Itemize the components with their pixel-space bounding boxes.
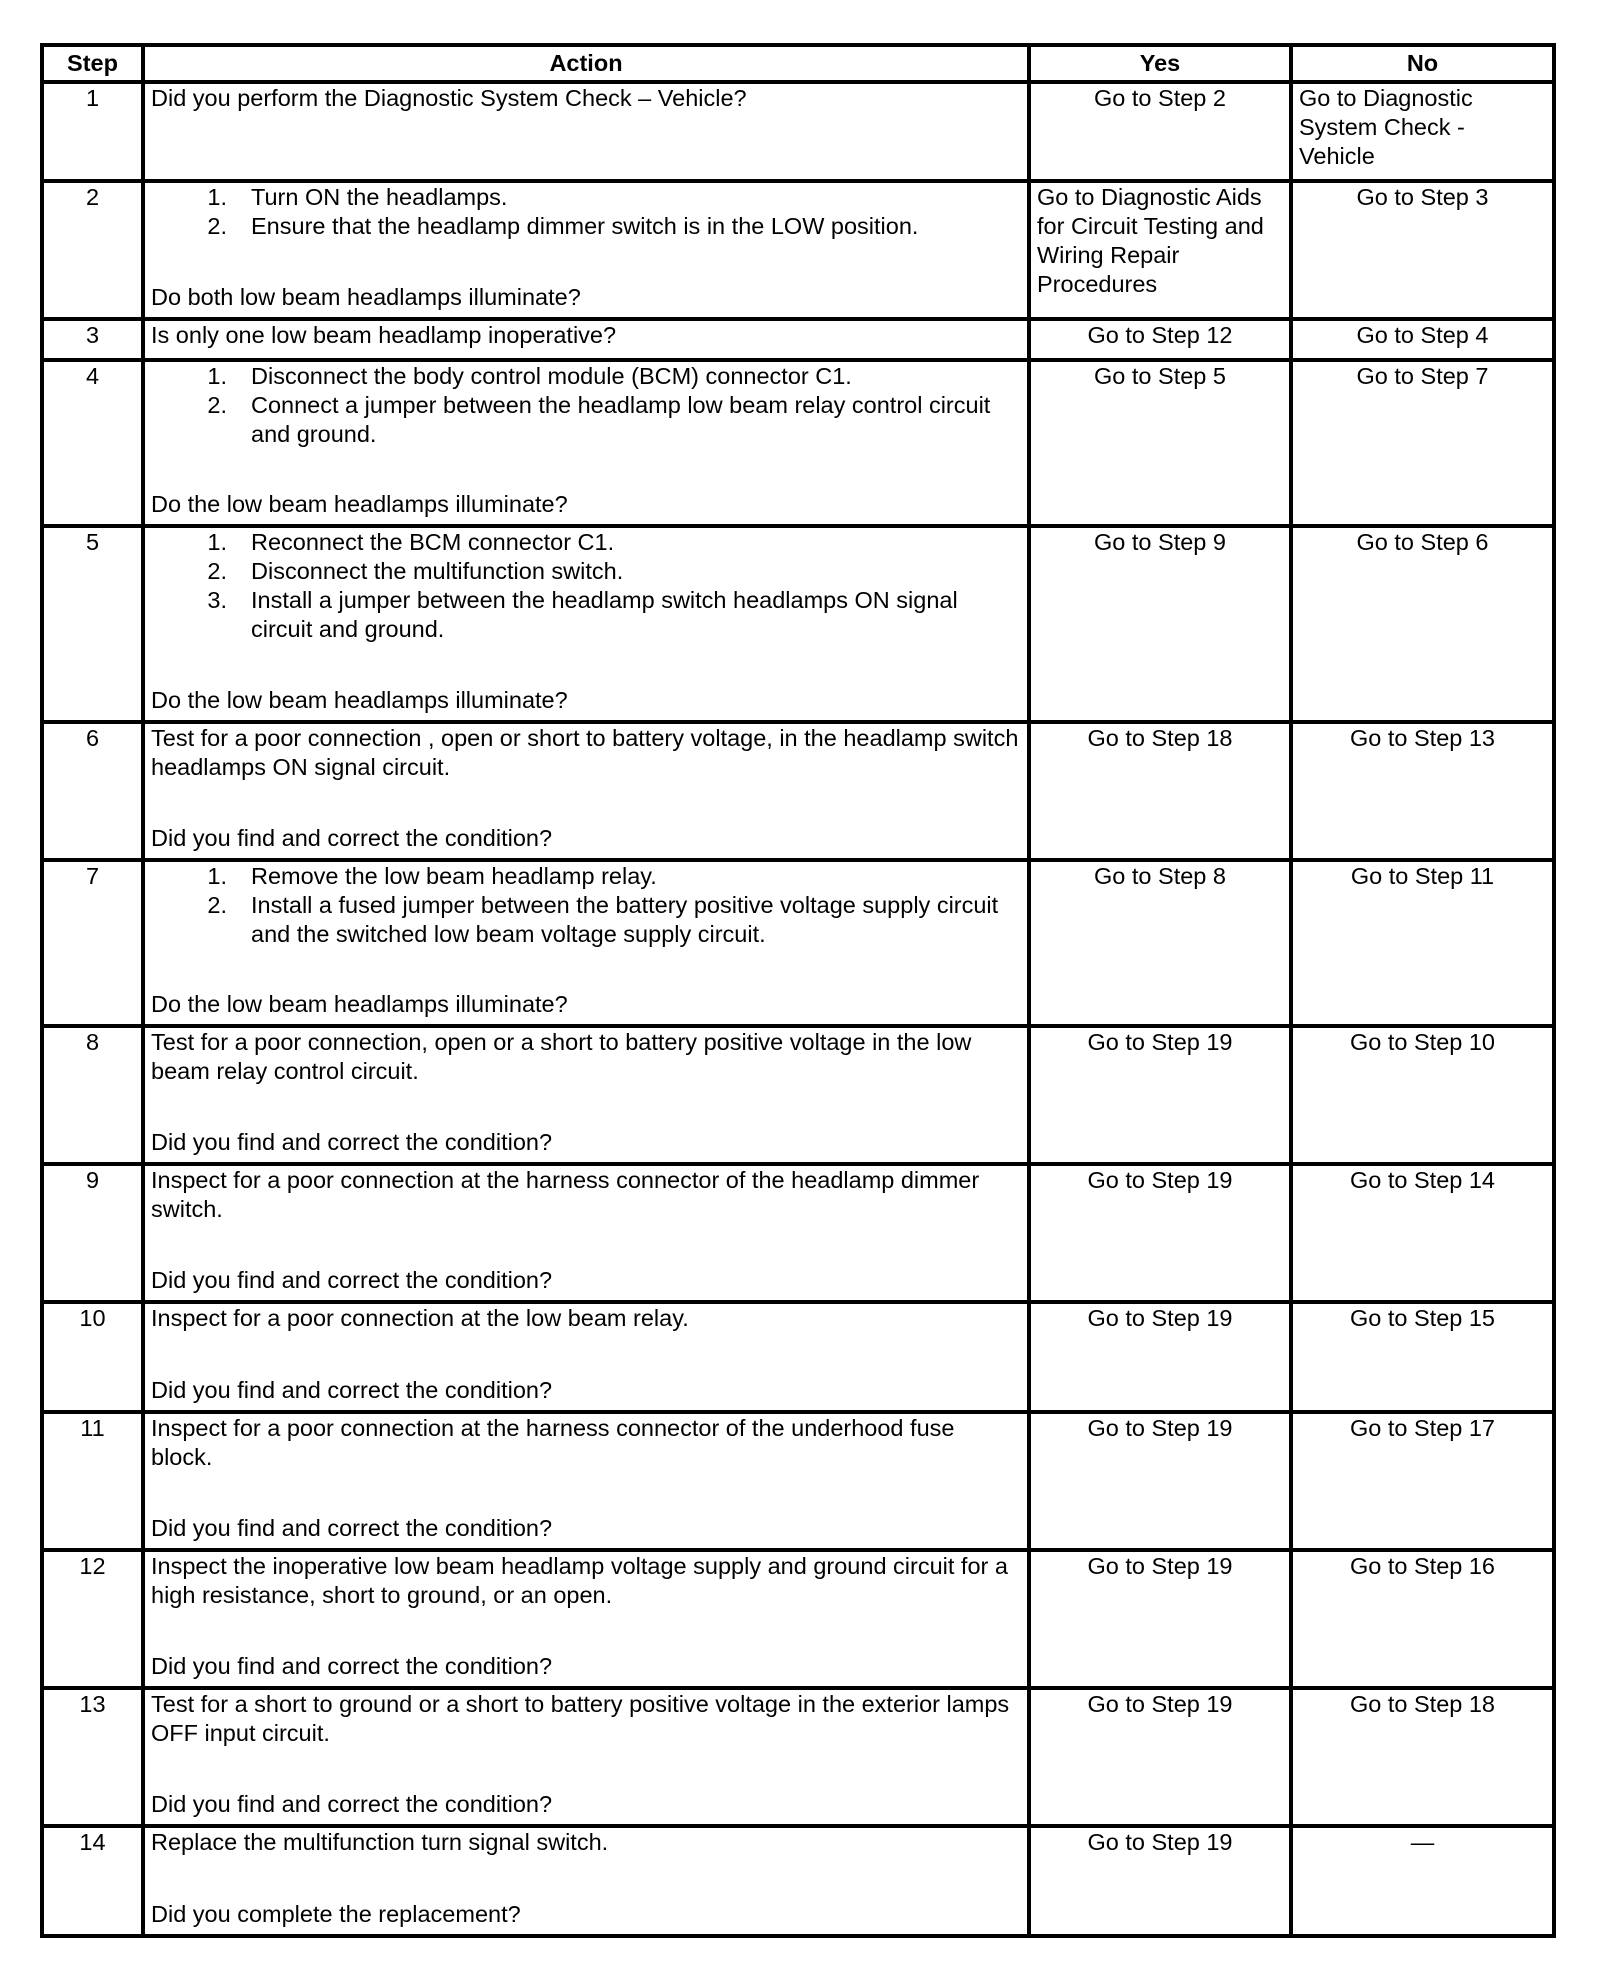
step-number: 4 [42, 360, 143, 526]
action-step-number: 1. [207, 529, 227, 555]
action-step-text: Reconnect the BCM connector C1. [251, 529, 615, 555]
header-no: No [1291, 45, 1554, 82]
yes-result: Go to Step 19 [1029, 1164, 1291, 1302]
table-row [42, 1164, 1554, 1302]
action-question: Did you complete the replacement? [151, 1901, 521, 1927]
step-number: 7 [42, 860, 143, 1026]
step-number: 1 [42, 82, 143, 181]
action-steps-list [151, 362, 1021, 449]
action-cell [143, 1302, 1029, 1412]
no-result: Go to Step 6 [1291, 526, 1554, 722]
action-step-text: Connect a jumper between the headlamp low beam relay control circuit and ground. [251, 392, 991, 447]
step-number: 12 [42, 1550, 143, 1688]
action-text: Test for a short to ground or a short to battery positive voltage in the exterior lamps OFF input circuit. [151, 1691, 1010, 1746]
yes-result: Go to Step 19 [1029, 1026, 1291, 1164]
no-result: Go to Step 16 [1291, 1550, 1554, 1688]
action-text: Is only one low beam headlamp inoperative? [151, 322, 617, 348]
action-step-number: 2. [207, 213, 227, 239]
action-question: Do both low beam headlamps illuminate? [151, 284, 581, 310]
yes-result: Go to Step 19 [1029, 1412, 1291, 1550]
action-cell [143, 1164, 1029, 1302]
step-number: 14 [42, 1826, 143, 1936]
table-row [42, 181, 1554, 319]
no-result: Go to Step 3 [1291, 181, 1554, 319]
yes-result: Go to Step 19 [1029, 1550, 1291, 1688]
header-row [42, 45, 1554, 82]
step-number: 5 [42, 526, 143, 722]
action-step-item [151, 557, 1021, 586]
yes-result: Go to Step 2 [1029, 82, 1291, 181]
table-row [42, 1302, 1554, 1412]
action-step-number: 2. [207, 558, 227, 584]
action-cell [143, 860, 1029, 1026]
action-text: Inspect for a poor connection at the harness connector of the headlamp dimmer switch. [151, 1167, 980, 1222]
yes-result: Go to Diagnostic Aids for Circuit Testing and Wiring Repair Procedures [1029, 181, 1291, 319]
no-result: — [1291, 1826, 1554, 1936]
action-cell [143, 1688, 1029, 1826]
no-result: Go to Step 7 [1291, 360, 1554, 526]
action-step-text: Disconnect the multifunction switch. [251, 558, 624, 584]
action-question: Did you find and correct the condition? [151, 1129, 553, 1155]
step-number: 10 [42, 1302, 143, 1412]
action-text: Inspect for a poor connection at the harness connector of the underhood fuse block. [151, 1415, 955, 1470]
action-step-text: Install a jumper between the headlamp switch headlamps ON signal circuit and ground. [251, 587, 958, 642]
no-result: Go to Step 10 [1291, 1026, 1554, 1164]
action-question: Did you find and correct the condition? [151, 1377, 553, 1403]
action-step-number: 1. [207, 184, 227, 210]
action-step-text: Remove the low beam headlamp relay. [251, 863, 657, 889]
action-step-item [151, 183, 1021, 212]
action-cell [143, 181, 1029, 319]
action-step-text: Ensure that the headlamp dimmer switch is in the LOW position. [251, 213, 919, 239]
action-steps-list [151, 528, 1021, 644]
action-step-number: 3. [207, 587, 227, 613]
action-text: Test for a poor connection , open or short to battery voltage, in the headlamp switch headlamps ON signal circuit. [151, 725, 1019, 780]
action-text: Test for a poor connection, open or a short to battery positive voltage in the low beam relay control circuit. [151, 1029, 972, 1084]
action-question: Did you find and correct the condition? [151, 825, 553, 851]
action-step-item [151, 528, 1021, 557]
action-cell [143, 360, 1029, 526]
yes-result: Go to Step 18 [1029, 722, 1291, 860]
action-steps-list [151, 862, 1021, 949]
action-steps-list [151, 183, 1021, 241]
table-row [42, 319, 1554, 360]
action-step-text: Disconnect the body control module (BCM) connector C1. [251, 363, 852, 389]
yes-result: Go to Step 19 [1029, 1826, 1291, 1936]
no-result: Go to Step 17 [1291, 1412, 1554, 1550]
table-row [42, 1550, 1554, 1688]
table-row [42, 82, 1554, 181]
action-question: Do the low beam headlamps illuminate? [151, 491, 568, 517]
action-cell [143, 319, 1029, 360]
yes-result: Go to Step 19 [1029, 1302, 1291, 1412]
action-step-text: Install a fused jumper between the battery positive voltage supply circuit and the switched low beam voltage supply circuit. [251, 892, 999, 947]
table-row [42, 860, 1554, 1026]
step-number: 2 [42, 181, 143, 319]
action-text: Inspect the inoperative low beam headlamp voltage supply and ground circuit for a high resistance, short to ground, or an open. [151, 1553, 1008, 1608]
table-row [42, 722, 1554, 860]
yes-result: Go to Step 5 [1029, 360, 1291, 526]
diagnostic-table [40, 43, 1556, 1938]
action-step-number: 1. [207, 863, 227, 889]
action-step-item [151, 862, 1021, 891]
action-cell [143, 1550, 1029, 1688]
action-question: Do the low beam headlamps illuminate? [151, 687, 568, 713]
action-cell [143, 1412, 1029, 1550]
action-cell [143, 82, 1029, 181]
yes-result: Go to Step 8 [1029, 860, 1291, 1026]
no-result: Go to Step 4 [1291, 319, 1554, 360]
action-text: Did you perform the Diagnostic System Check – Vehicle? [151, 85, 747, 111]
action-cell [143, 526, 1029, 722]
action-text: Replace the multifunction turn signal switch. [151, 1829, 609, 1855]
no-result: Go to Step 13 [1291, 722, 1554, 860]
step-number: 13 [42, 1688, 143, 1826]
action-cell [143, 1026, 1029, 1164]
step-number: 3 [42, 319, 143, 360]
step-number: 11 [42, 1412, 143, 1550]
table-row [42, 526, 1554, 722]
yes-result: Go to Step 9 [1029, 526, 1291, 722]
no-result: Go to Diagnostic System Check - Vehicle [1291, 82, 1554, 181]
action-step-number: 1. [207, 363, 227, 389]
header-action: Action [143, 45, 1029, 82]
action-text: Inspect for a poor connection at the low beam relay. [151, 1305, 689, 1331]
step-number: 9 [42, 1164, 143, 1302]
action-question: Did you find and correct the condition? [151, 1653, 553, 1679]
action-step-item [151, 391, 1021, 449]
action-question: Did you find and correct the condition? [151, 1267, 553, 1293]
no-result: Go to Step 15 [1291, 1302, 1554, 1412]
action-question: Did you find and correct the condition? [151, 1791, 553, 1817]
yes-result: Go to Step 12 [1029, 319, 1291, 360]
table-row [42, 1412, 1554, 1550]
header-step: Step [42, 45, 143, 82]
action-step-number: 2. [207, 392, 227, 418]
action-cell [143, 722, 1029, 860]
action-step-item [151, 891, 1021, 949]
table-row [42, 1826, 1554, 1936]
action-cell [143, 1826, 1029, 1936]
no-result: Go to Step 14 [1291, 1164, 1554, 1302]
action-step-text: Turn ON the headlamps. [251, 184, 508, 210]
action-question: Did you find and correct the condition? [151, 1515, 553, 1541]
table-row [42, 360, 1554, 526]
no-result: Go to Step 18 [1291, 1688, 1554, 1826]
action-step-item [151, 586, 1021, 644]
step-number: 6 [42, 722, 143, 860]
action-question: Do the low beam headlamps illuminate? [151, 991, 568, 1017]
step-number: 8 [42, 1026, 143, 1164]
table-row [42, 1688, 1554, 1826]
yes-result: Go to Step 19 [1029, 1688, 1291, 1826]
action-step-item [151, 212, 1021, 241]
header-yes: Yes [1029, 45, 1291, 82]
no-result: Go to Step 11 [1291, 860, 1554, 1026]
table-row [42, 1026, 1554, 1164]
action-step-number: 2. [207, 892, 227, 918]
action-step-item [151, 362, 1021, 391]
